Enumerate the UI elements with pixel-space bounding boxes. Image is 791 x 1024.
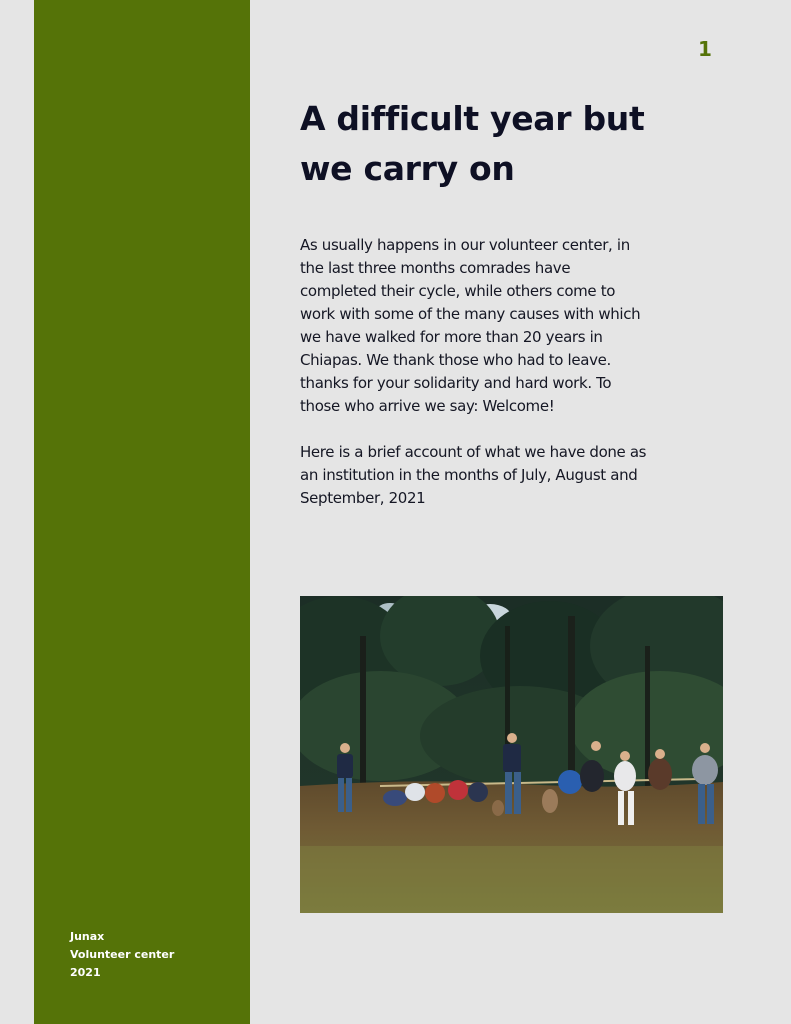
title-line: A difficult year but bbox=[300, 99, 645, 138]
footer-org: Junax bbox=[70, 930, 105, 943]
text-line: September, 2021 bbox=[300, 489, 426, 507]
text-line: Chiapas. We thank those who had to leave. bbox=[300, 351, 611, 369]
group-photo bbox=[300, 596, 723, 913]
text-line: those who arrive we say: Welcome! bbox=[300, 397, 555, 415]
text-line: As usually happens in our volunteer center, in bbox=[300, 236, 630, 254]
text-line: completed their cycle, while others come to bbox=[300, 282, 616, 300]
page-title bbox=[300, 94, 740, 194]
text-line: Here is a brief account of what we have done as bbox=[300, 443, 647, 461]
page-number: 1 bbox=[698, 37, 712, 61]
intro-paragraph bbox=[300, 234, 720, 418]
text-line: thanks for your solidarity and hard work. To bbox=[300, 374, 612, 392]
summary-paragraph bbox=[300, 441, 720, 510]
title-line: we carry on bbox=[300, 149, 515, 188]
body-text bbox=[300, 234, 720, 510]
text-line: an institution in the months of July, August and bbox=[300, 466, 638, 484]
footer-subtitle: Volunteer center bbox=[70, 948, 175, 961]
footer-block bbox=[70, 928, 174, 982]
text-line: we have walked for more than 20 years in bbox=[300, 328, 603, 346]
text-line: the last three months comrades have bbox=[300, 259, 571, 277]
footer-year: 2021 bbox=[70, 966, 101, 979]
sidebar-band bbox=[34, 0, 250, 1024]
text-line: work with some of the many causes with which bbox=[300, 305, 641, 323]
